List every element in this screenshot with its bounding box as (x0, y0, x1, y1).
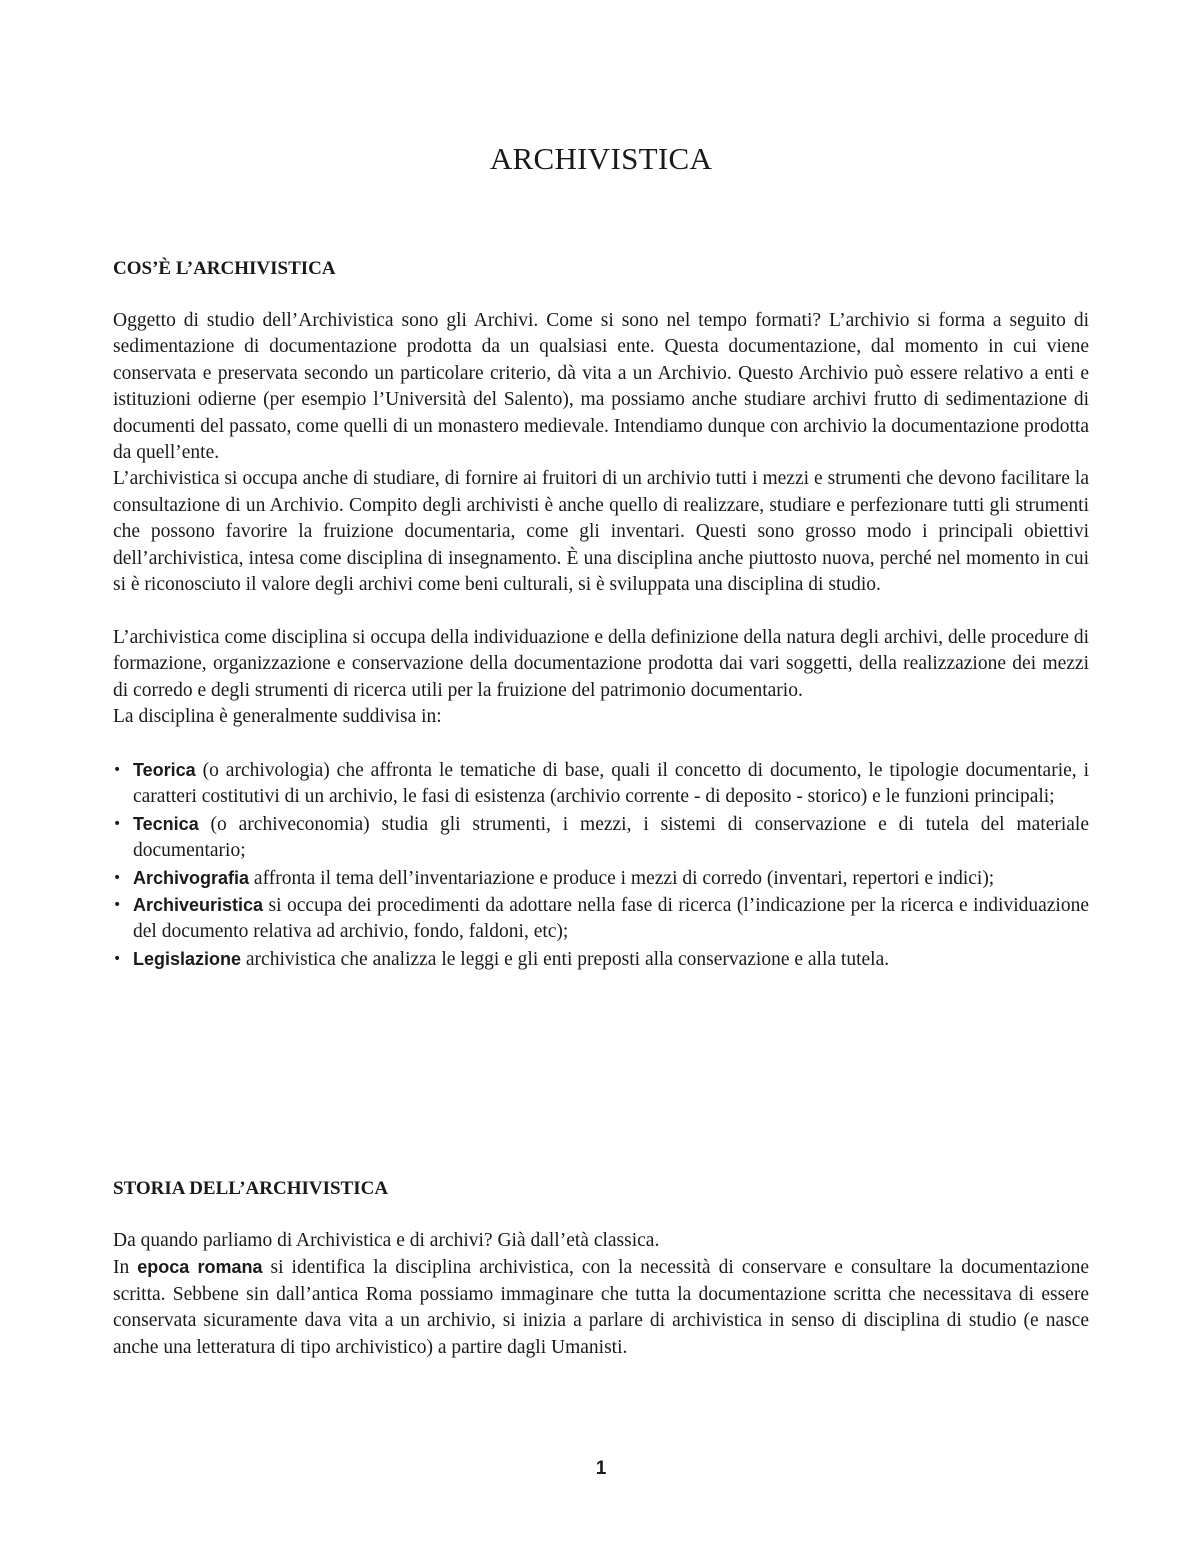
section-heading: COS’È L’ARCHIVISTICA (113, 258, 336, 279)
paragraph: L’archivistica come disciplina si occupa della individuazione e della definizione della natura degli archivi, delle procedure di formazione, organizzazione e conservazione della documentazione prodotta dai vari soggetti, della realizzazione dei mezzi di corredo e degli strumenti di ricerca utili per la fruizione del patrimonio documentario. (113, 626, 1089, 701)
list-term: Teorica (133, 759, 196, 780)
page-number: 1 (595, 1458, 607, 1479)
bullet-icon: • (113, 815, 122, 832)
section-history (113, 1176, 1089, 1361)
list-item (113, 757, 1089, 811)
list-text: (o archivologia) che affronta le tematiche di base, quali il concetto di documento, le tipologie documentarie, i caratteri costitutivi di un archivio, le fasi di esistenza (archivio corrente - di deposito - storico) e le funzioni principali; (133, 759, 1089, 808)
paragraph-text: si identifica la disciplina archivistica, con la necessità di conservare e consultare la documentazione scritta. Sebbene sin dall’antica Roma possiamo immaginare che tutta la documentazione scritta che necessitava di essere conservata sicuramente dava vita a un archivio, si inizia a parlare di archivistica in senso di disciplina di studio (e nasce anche una letteratura di tipo archivistico) a partire dagli Umanisti. (113, 1257, 1090, 1358)
paragraph-prefix: In (113, 1257, 138, 1279)
list-text: archivistica che analizza le leggi e gli enti preposti alla conservazione e alla tutela. (241, 948, 890, 970)
list-term: Archivografia (133, 867, 250, 888)
list-item (113, 946, 1089, 973)
subdivision-list (113, 757, 1089, 973)
bullet-icon: • (113, 869, 122, 886)
list-text: (o archiveconomia) studia gli strumenti, i mezzi, i sistemi di conservazione e di tutela del materiale documentario; (133, 813, 1089, 862)
document-title: ARCHIVISTICA (489, 141, 713, 176)
emphasis-term: epoca romana (137, 1257, 263, 1278)
list-text: affronta il tema dell’inventariazione e produce i mezzi di corredo (inventari, repertori e indici); (249, 867, 995, 889)
document-page (113, 0, 1089, 1553)
paragraph: L’archivistica si occupa anche di studiare, di fornire ai fruitori di un archivio tutti i mezzi e strumenti che devono facilitare la consultazione di un Archivio. Compito degli archivisti è anche quello di realizzare, studiare e perfezionare tutti gli strumenti che possono favorire la fruizione documentaria, come gli inventari. Questi sono grosso modo i principali obiettivi dell’archivistica, intesa come disciplina di insegnamento. È una disciplina anche piuttosto nuova, perché nel momento in cui si è riconosciuto il valore degli archivi come beni culturali, si è sviluppata una disciplina di studio. (113, 468, 1089, 596)
list-item (113, 892, 1089, 946)
section-heading: STORIA DELL’ARCHIVISTICA (113, 1178, 389, 1199)
list-term: Legislazione (133, 948, 242, 969)
list-text: si occupa dei procedimenti da adottare nella fase di ricerca (l’indicazione per la ricerca e individuazione del documento relativa ad archivio, fondo, faldoni, etc); (133, 894, 1089, 943)
paragraph: Oggetto di studio dell’Archivistica sono gli Archivi. Come si sono nel tempo formati? L’archivio si forma a seguito di sedimentazione di documentazione prodotta da un qualsiasi ente. Questa documentazione, dal momento in cui viene conservata e preservata secondo un particolare criterio, dà vita a un Archivio. Questo Archivio può essere relativo a enti e istituzioni odierne (per esempio l’Università del Salento), ma possiamo anche studiare archivi frutto di sedimentazione di documenti del passato, come quelli di un monastero medievale. Intendiamo dunque con archivio la documentazione prodotta da quell’ente. (113, 310, 1089, 464)
list-term: Tecnica (133, 813, 199, 834)
paragraph: La disciplina è generalmente suddivisa in: (113, 706, 442, 728)
bullet-icon: • (113, 950, 122, 967)
list-term: Archiveuristica (133, 894, 264, 915)
list-item (113, 865, 1089, 892)
bullet-icon: • (113, 896, 122, 913)
paragraph (113, 1254, 1089, 1361)
bullet-icon: • (113, 761, 122, 778)
list-item (113, 811, 1089, 865)
paragraph: Da quando parliamo di Archivistica e di archivi? Già dall’età classica. (113, 1230, 660, 1251)
section-what-is-archivistica (113, 256, 1089, 973)
